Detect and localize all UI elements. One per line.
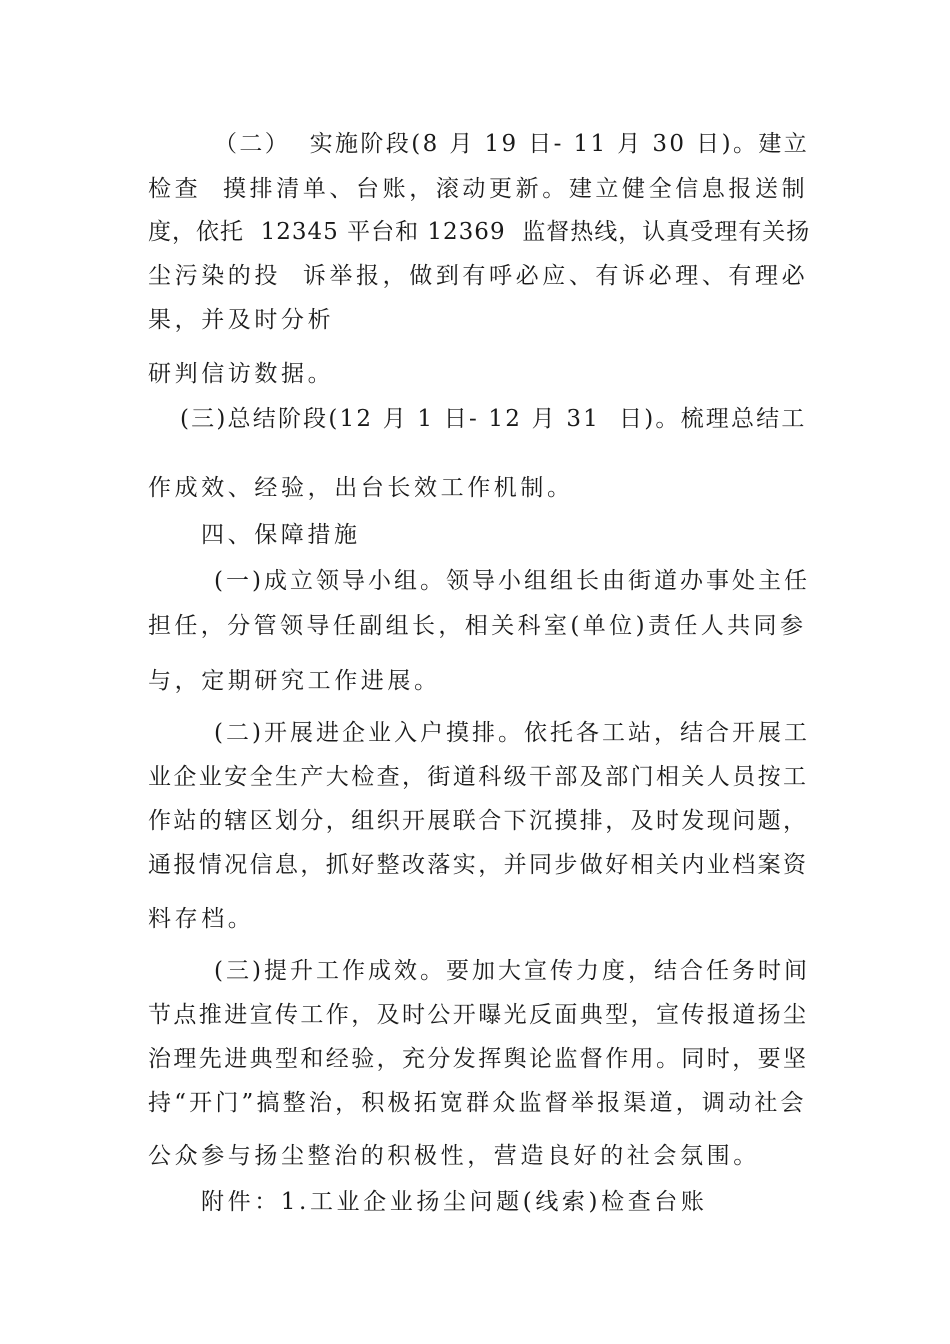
text-line: (二)开展进企业入户摸排。依托各工站，结合开展工 xyxy=(214,720,810,746)
text-line: 料存档。 xyxy=(148,906,255,932)
text-line: 通报情况信息，抓好整改落实，并同步做好相关内业档案资 xyxy=(148,852,809,878)
text-line: 持“开门”搞整治，积极拓宽群众监督举报渠道，调动社会 xyxy=(148,1090,807,1116)
text-line: 节点推进宣传工作，及时公开曝光反面典型，宣传报道扬尘 xyxy=(148,1002,809,1028)
text-line: 作站的辖区划分，组织开展联合下沉摸排，及时发现问题， xyxy=(148,808,809,834)
text-line: 果，并及时分析 xyxy=(148,307,335,333)
text-line: 度，依托 12345 平台和 12369 监督热线，认真受理有关扬 xyxy=(148,219,811,245)
text-line: 尘污染的投 诉举报，做到有呼必应、有诉必理、有理必 xyxy=(148,263,809,289)
section-heading: 四、保障措施 xyxy=(201,522,361,548)
text-line: （二） 实施阶段(8 月 19 日- 11 月 30 日)。建立 xyxy=(214,131,810,157)
text-line: (一)成立领导小组。领导小组组长由街道办事处主任 xyxy=(214,568,810,594)
text-line: 检查 摸排清单、台账，滚动更新。建立健全信息报送制 xyxy=(148,176,809,202)
text-line: 研判信访数据。 xyxy=(148,361,335,387)
text-line: 担任，分管领导任副组长，相关科室(单位)责任人共同参 xyxy=(148,613,807,639)
text-line: (三)提升工作成效。要加大宣传力度，结合任务时间 xyxy=(214,958,810,984)
text-line: 作成效、经验，出台长效工作机制。 xyxy=(148,475,574,501)
text-line: 业企业安全生产大检查，街道科级干部及部门相关人员按工 xyxy=(148,764,809,790)
text-line: 治理先进典型和经验，充分发挥舆论监督作用。同时，要坚 xyxy=(148,1046,809,1072)
text-line: (三)总结阶段(12 月 1 日- 12 月 31 日)。梳理总结工 xyxy=(180,406,807,432)
attachment-line: 附件：1.工业企业扬尘问题(线索)检查台账 xyxy=(201,1189,708,1215)
text-line: 与，定期研究工作进展。 xyxy=(148,668,441,694)
text-line: 公众参与扬尘整治的积极性，营造良好的社会氛围。 xyxy=(148,1143,760,1169)
